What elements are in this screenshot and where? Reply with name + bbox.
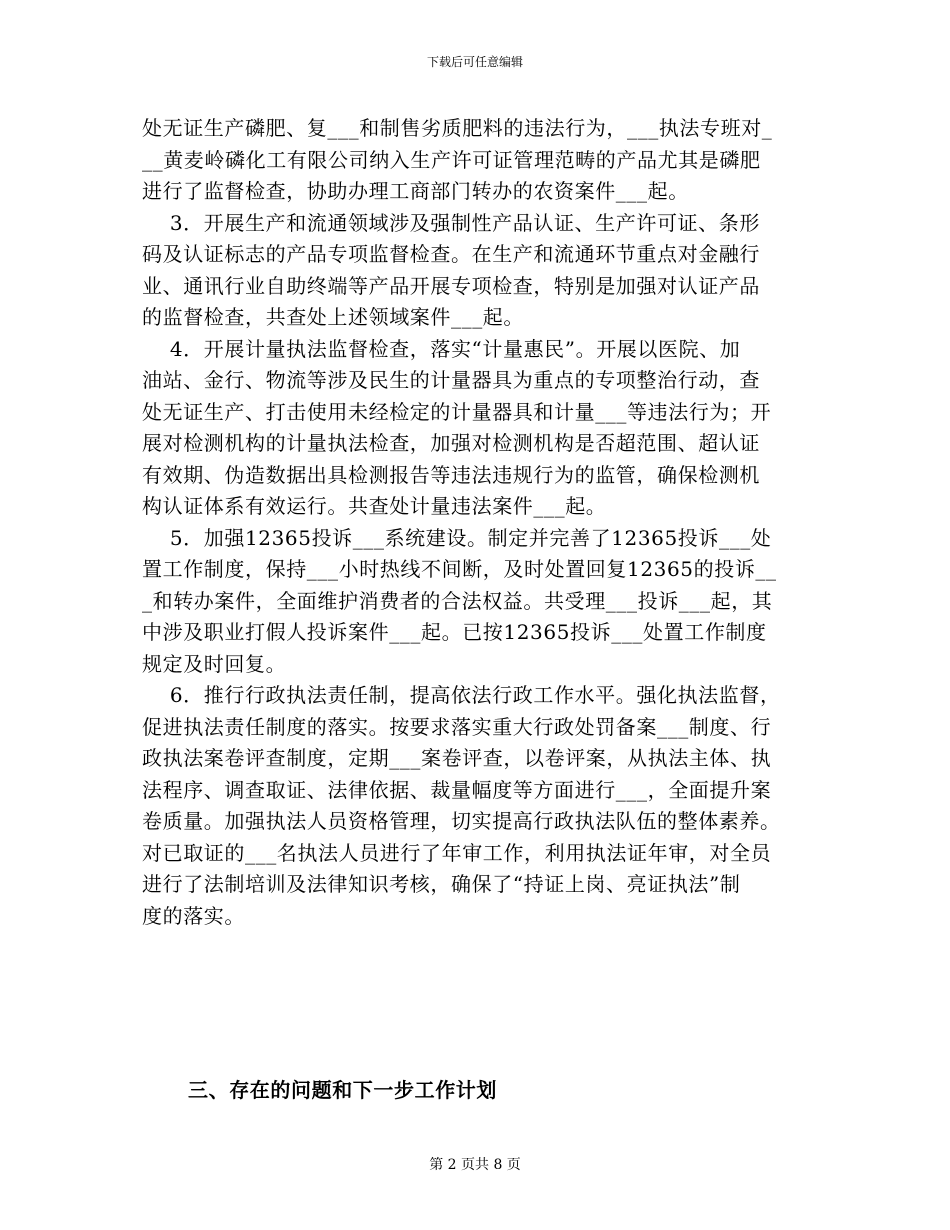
text-line: 处无证生产磷肥、复___和制售劣质肥料的违法行为，___执法专班对_ [142, 116, 773, 140]
text-line: 置工作制度，保持___小时热线不间断，及时处置回复12365的投诉__ [142, 557, 777, 581]
text-line: 4．开展计量执法监督检查，落实“计量惠民”。开展以医院、加 [142, 336, 741, 361]
text-line: 业、通讯行业自助终端等产品开展专项检查，特别是加强对认证产品 [142, 273, 760, 298]
text-line: 法程序、调查取证、法律依据、裁量幅度等方面进行___，全面提升案 [142, 777, 772, 802]
text-line: _和转办案件，全面维护消费者的合法权益。共受理___投诉___起，其 [142, 588, 773, 613]
text-line: 进行了法制培训及法律知识考核，确保了“持证上岗、亮证执法”制 [142, 872, 741, 896]
text-line: 规定及时回复。 [142, 651, 287, 676]
text-line: 展对检测机构的计量执法检查，加强对检测机构是否超范围、超认证 [142, 431, 760, 455]
page-header: 下载后可任意编辑 [426, 55, 523, 69]
page-footer: 第 2 页共 8 页 [429, 1157, 521, 1173]
text-line: 5．加强12365投诉___系统建设。制定并完善了12365投诉___处 [142, 525, 772, 550]
section-heading: 三、存在的问题和下一步工作计划 [188, 1078, 497, 1102]
text-line: __黄麦岭磷化工有限公司纳入生产许可证管理范畴的产品尤其是磷肥 [142, 147, 761, 172]
text-line: 促进执法责任制度的落实。按要求落实重大行政处罚备案___制度、行 [142, 714, 772, 739]
text-line: 对已取证的___名执法人员进行了年审工作，利用执法证年审，对全员 [142, 840, 772, 865]
text-line: 卷质量。加强执法人员资格管理，切实提高行政执法队伍的整体素养。 [142, 809, 781, 833]
body-text [142, 113, 802, 932]
text-line: 构认证体系有效运行。共查处计量违法案件___起。 [142, 494, 607, 518]
text-line: 度的落实。 [142, 903, 245, 928]
text-line: 的监督检查，共查处上述领域案件___起。 [142, 305, 524, 329]
text-line: 进行了监督检查，协助办理工商部门转办的农资案件___起。 [142, 179, 689, 203]
text-line: 油站、金行、物流等涉及民生的计量器具为重点的专项整治行动，查 [142, 368, 760, 392]
text-line: 处无证生产、打击使用未经检定的计量器具和计量___等违法行为；开 [142, 399, 772, 424]
text-line: 政执法案卷评查制度，定期___案卷评查，以卷评案，从执法主体、执 [142, 746, 772, 770]
text-line: 中涉及职业打假人投诉案件___起。已按12365投诉___处置工作制度 [142, 620, 767, 644]
text-line: 码及认证标志的产品专项监督检查。在生产和流通环节重点对金融行 [142, 242, 760, 266]
text-line: 3．开展生产和流通领域涉及强制性产品认证、生产许可证、条形 [142, 210, 760, 235]
text-line: 6．推行行政执法责任制，提高依法行政工作水平。强化执法监督， [142, 683, 781, 707]
text-line: 有效期、伪造数据出具检测报告等违法违规行为的监管，确保检测机 [142, 462, 760, 487]
